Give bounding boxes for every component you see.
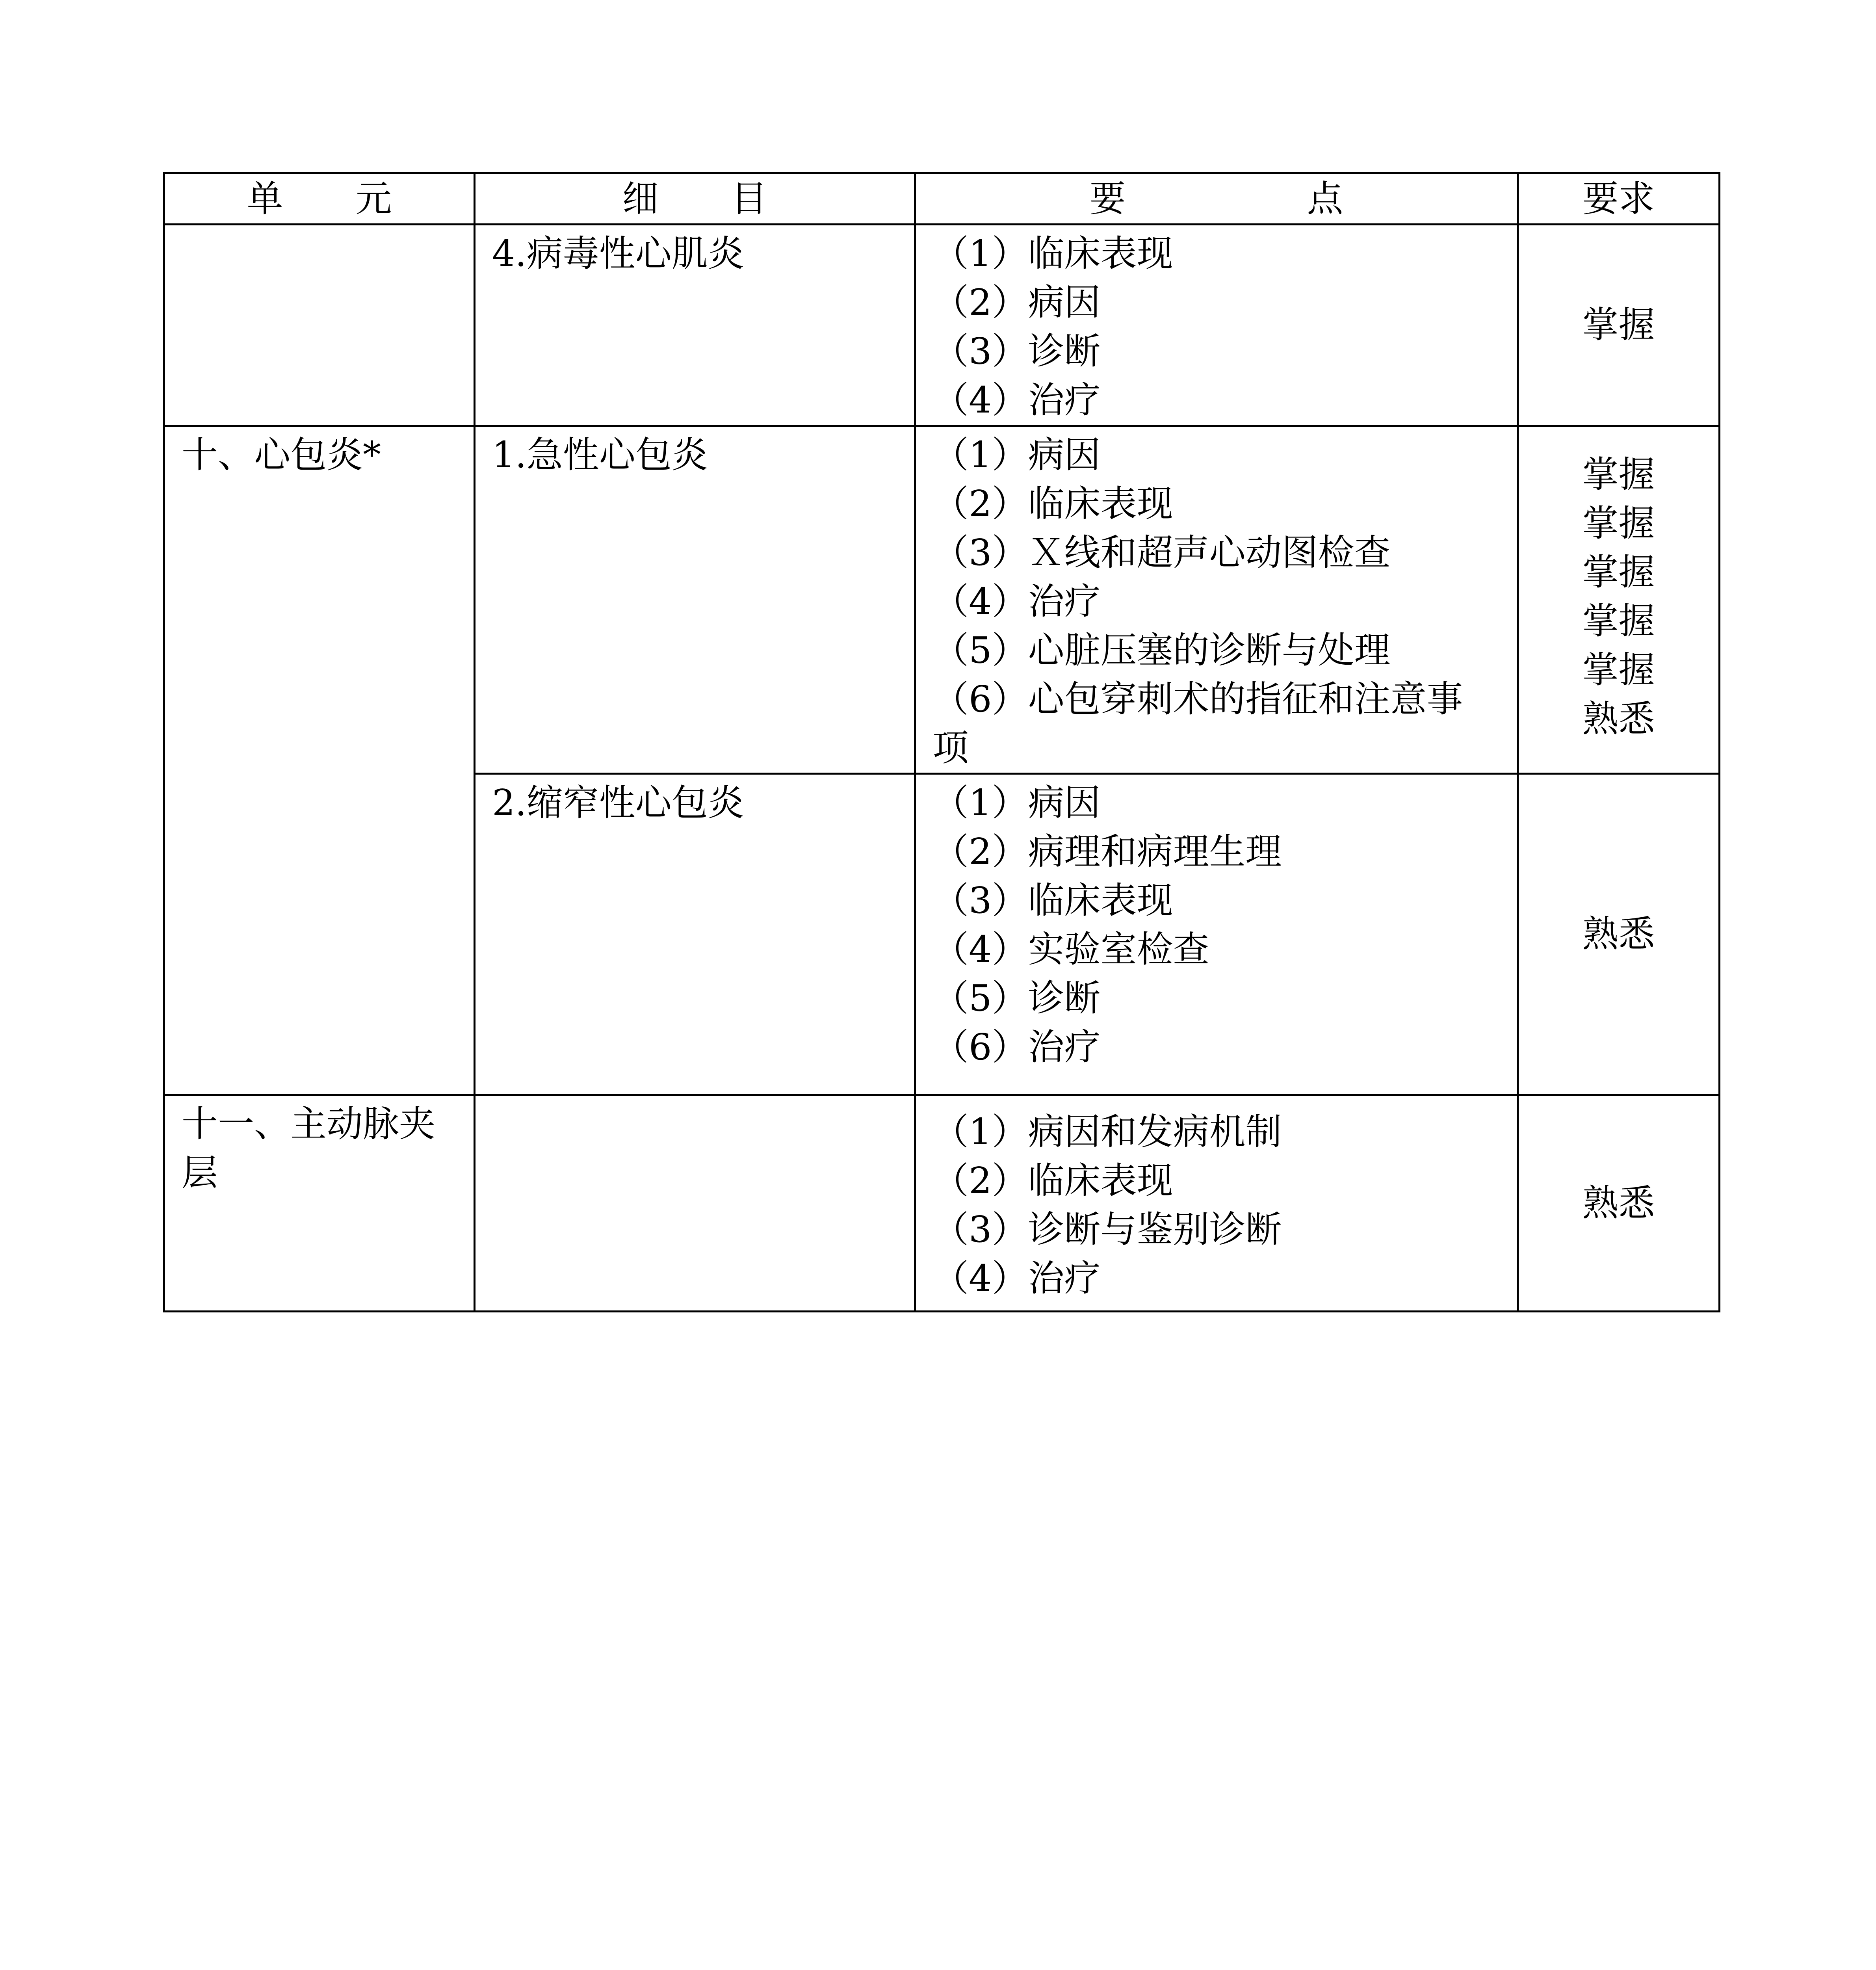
- detail-cell: [475, 1095, 915, 1312]
- points-cell: [915, 225, 1518, 426]
- points-cell: [915, 426, 1518, 774]
- header-requirement: 要求: [1518, 173, 1720, 225]
- requirement-text: 熟悉: [1582, 1182, 1655, 1224]
- table-header-row: [164, 173, 1720, 225]
- detail-text: 4.病毒性心肌炎: [492, 232, 744, 275]
- point-item: （3）诊断与鉴别诊断: [932, 1208, 1282, 1251]
- requirement-text: 掌握: [1582, 649, 1655, 691]
- point-item: （4）实验室检查: [932, 928, 1209, 970]
- points-cell: [915, 1095, 1518, 1312]
- point-item: （1）临床表现: [932, 232, 1173, 275]
- detail-text: 1.急性心包炎: [492, 434, 708, 476]
- table-row: [164, 1095, 1720, 1312]
- point-item: （5）心脏压塞的诊断与处理: [932, 629, 1391, 671]
- point-item: （4）治疗: [932, 379, 1101, 421]
- table-row: [164, 426, 1720, 774]
- detail-text: 2.缩窄性心包炎: [492, 782, 744, 824]
- point-item: （3）临床表现: [932, 879, 1173, 922]
- point-item: （1）病因: [932, 434, 1101, 476]
- requirement-text: 掌握: [1582, 502, 1655, 545]
- requirement-text: 掌握: [1582, 551, 1655, 593]
- point-item: （2）临床表现: [932, 1160, 1173, 1202]
- unit-cell: [164, 426, 475, 1095]
- point-item: （2）病因: [932, 281, 1101, 323]
- point-item: （1）病因和发病机制: [932, 1111, 1282, 1153]
- point-item: （1）病因: [932, 782, 1101, 824]
- requirement-cell: [1518, 774, 1720, 1095]
- unit-text: 十、心包炎*: [182, 434, 381, 476]
- point-item: （2）病理和病理生理: [932, 831, 1282, 873]
- requirement-cell: [1518, 1095, 1720, 1312]
- requirement-text: 掌握: [1582, 304, 1655, 346]
- points-cell: [915, 774, 1518, 1095]
- point-item: （3）诊断: [932, 330, 1101, 372]
- point-item: （4）治疗: [932, 580, 1101, 623]
- requirement-text: 熟悉: [1582, 913, 1655, 955]
- unit-text: 十一、主动脉夹层: [182, 1103, 436, 1194]
- point-item: （4）治疗: [932, 1257, 1101, 1299]
- point-item: （6）治疗: [932, 1026, 1101, 1068]
- requirement-text: 掌握: [1582, 600, 1655, 642]
- point-item: （6）心包穿刺术的指征和注意事项: [932, 678, 1463, 769]
- unit-cell: [164, 225, 475, 426]
- syllabus-table: [163, 172, 1720, 1312]
- point-item: （5）诊断: [932, 977, 1101, 1019]
- requirement-text: 掌握: [1582, 453, 1655, 496]
- header-detail: 细 目: [475, 173, 915, 225]
- unit-cell: [164, 1095, 475, 1312]
- detail-cell: [475, 225, 915, 426]
- point-item: （2）临床表现: [932, 483, 1173, 525]
- detail-cell: [475, 426, 915, 774]
- detail-cell: [475, 774, 915, 1095]
- requirement-text: 熟悉: [1582, 698, 1655, 740]
- point-item: （3）Ｘ线和超声心动图检查: [932, 532, 1391, 574]
- header-points: 要 点: [915, 173, 1518, 225]
- header-unit: 单 元: [164, 173, 475, 225]
- requirement-cell: [1518, 225, 1720, 426]
- requirement-cell: [1518, 426, 1720, 774]
- table-row: [164, 225, 1720, 426]
